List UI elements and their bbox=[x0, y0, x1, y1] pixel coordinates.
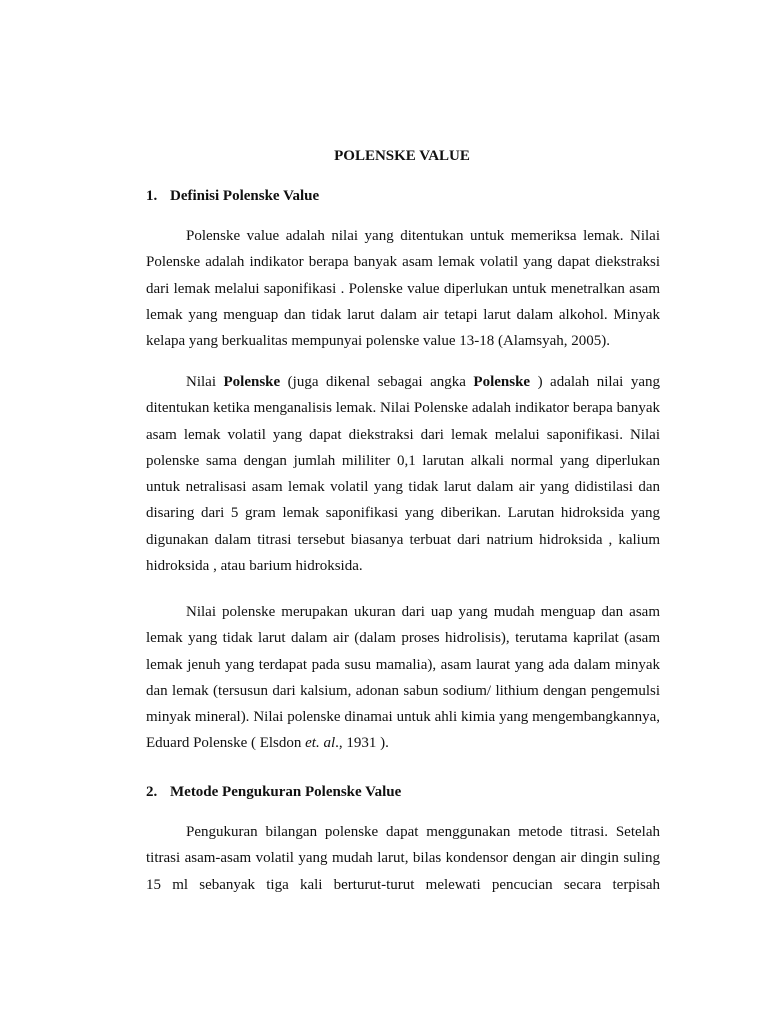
paragraph-polenske-indicator bbox=[146, 369, 660, 579]
bold-term: Polenske bbox=[223, 374, 281, 390]
paragraph-text: (juga dikenal sebagai angka bbox=[280, 374, 474, 390]
paragraph-text: Nilai bbox=[186, 374, 224, 390]
bold-term: Polenske bbox=[473, 374, 531, 390]
section-heading-text: Metode Pengukuran Polenske Value bbox=[170, 784, 402, 800]
paragraph-method: Pengukuran bilangan polenske dapat menggunakan metode titrasi. Setelah titrasi asam-asam volatil yang mudah larut, bilas kondensor dengan air dingin suling 15 ml sebanyak tiga kali berturut-turut melewati pencucian secara terpisah bbox=[146, 824, 660, 893]
section-heading-text: Definisi Polenske Value bbox=[170, 188, 320, 204]
paragraph-measure bbox=[146, 599, 660, 757]
paragraph-text: ) adalah nilai yang ditentukan ketika menganalisis lemak. Nilai Polenske adalah indikator berapa banyak asam lemak volatil yang dapat diekstraksi dari lemak melalui saponifikasi. Nilai polenske sama dengan jumlah mililiter 0,1 larutan alkali normal yang diperlukan untuk netralisasi asam lemak volatil yang tidak larut dalam air yang didistilasi dan disaring dari 5 gram lemak saponifikasi yang diberikan. Larutan hidroksida yang digunakan dalam titrasi tersebut biasanya terbuat dari natrium hidroksida , kalium hidroksida , atau barium hidroksida. bbox=[146, 374, 661, 575]
section-heading-2 bbox=[146, 782, 401, 802]
document-title: POLENSKE VALUE bbox=[334, 148, 470, 164]
section-number: 1. bbox=[146, 188, 158, 204]
paragraph-text: ., 1931 ). bbox=[335, 735, 389, 752]
section-number: 2. bbox=[146, 784, 158, 800]
paragraph-text: Nilai polenske merupakan ukuran dari uap yang mudah menguap dan asam lemak yang tidak larut dalam air (dalam proses hidrolisis), terutama kaprilat (asam lemak jenuh yang terdapat pada susu mamalia), asam laurat yang ada dalam minyak dan lemak (tersusun dari kalsium, adonan sabun sodium/ lithium dengan pengemulsi minyak mineral). Nilai polenske dinamai untuk ahli kimia yang mengembangkannya, Eduard Polenske ( Elsdon bbox=[146, 604, 660, 752]
paragraph-definition: Polenske value adalah nilai yang ditentukan untuk memeriksa lemak. Nilai Polenske adalah indikator berapa banyak asam lemak volatil yang dapat diekstraksi dari lemak melalui saponifikasi . Polenske value diperlukan untuk menetralkan asam lemak yang menguap dan tidak larut dalam air tetapi larut dalam alkohol. Minyak kelapa yang berkualitas mempunyai polenske value 13-18 (Alamsyah, 2005). bbox=[146, 228, 660, 350]
italic-citation: et. al bbox=[305, 735, 336, 752]
section-heading-1 bbox=[146, 186, 319, 206]
